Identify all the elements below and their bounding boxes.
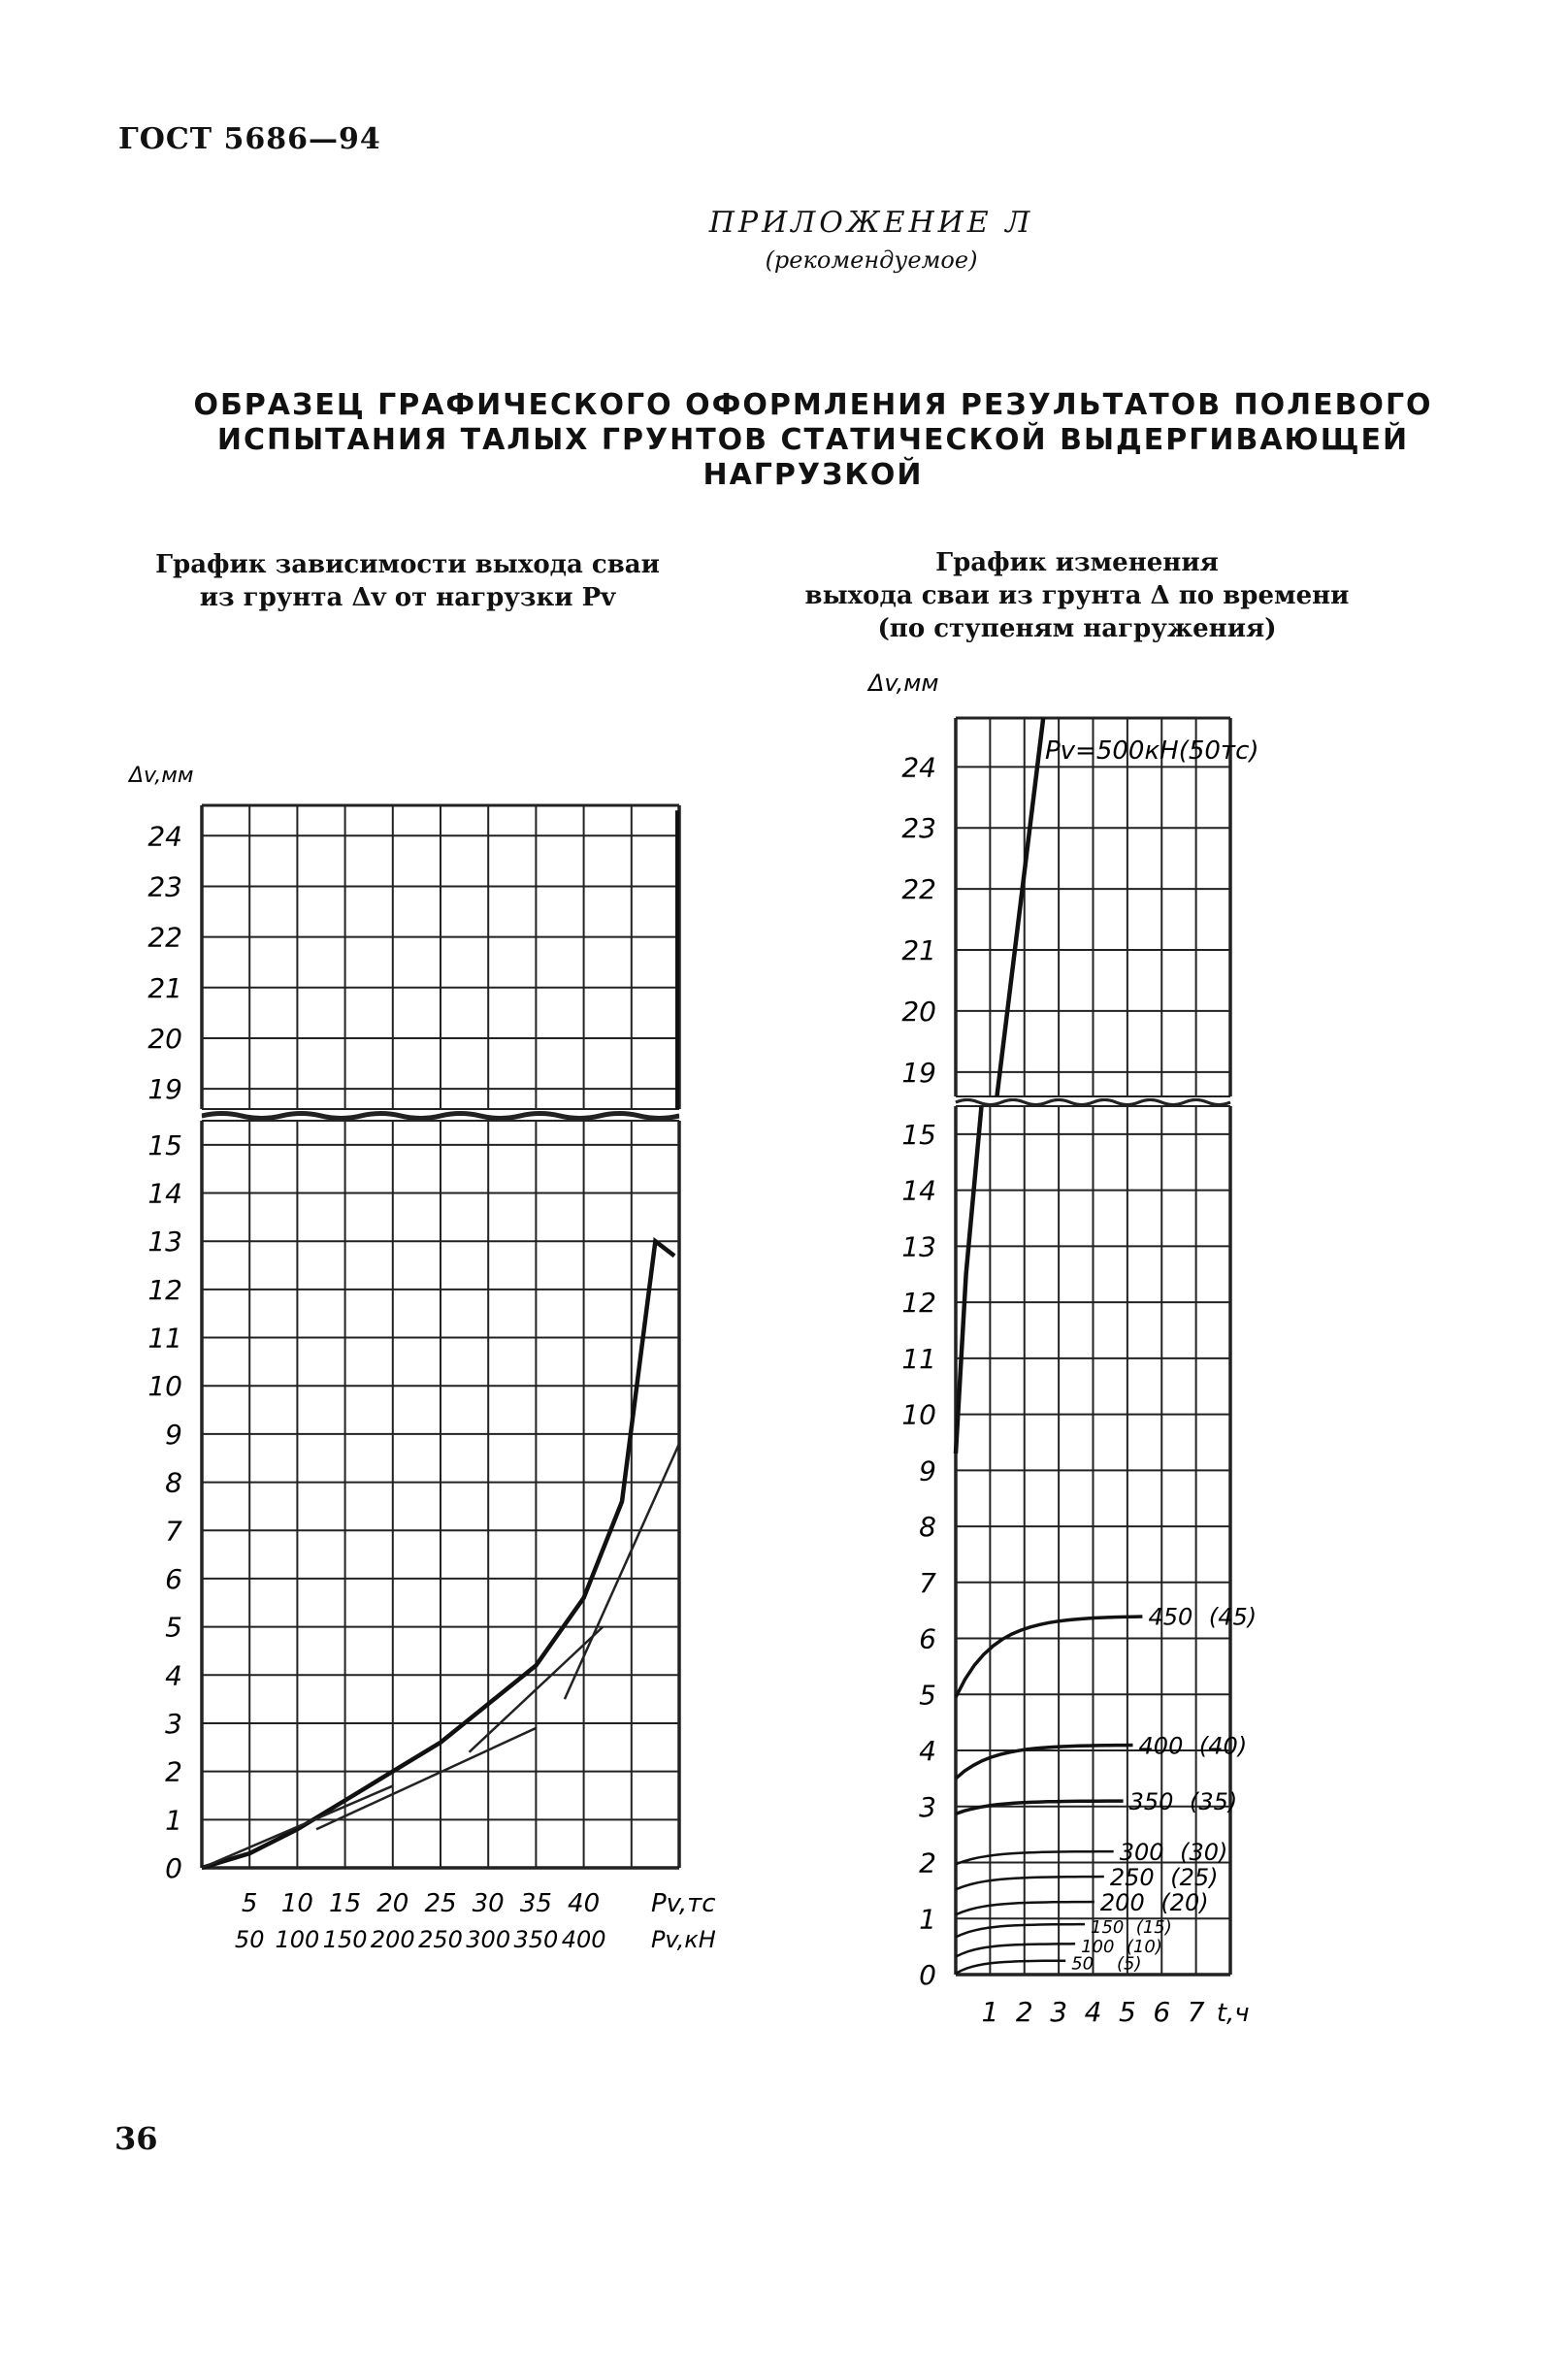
- chart2-x-tick-label: 5: [1118, 1996, 1136, 2028]
- right-chart-caption-line-2: выхода сваи из грунта Δ по времени: [804, 581, 1350, 610]
- chart1-x-axis-label: Pv,тс: [650, 1889, 716, 1918]
- left-chart-caption-line-1: График зависимости выхода сваи: [155, 550, 660, 579]
- chart2-y-tick-label: 19: [901, 1056, 936, 1089]
- chart2-series-label-secondary: (25): [1170, 1863, 1219, 1891]
- chart1-x-axis-label-secondary: Pv,кН: [650, 1926, 716, 1953]
- chart2-series-line: [956, 1877, 1104, 1889]
- chart2-y-tick-label: 14: [901, 1174, 936, 1207]
- chart1-y-tick-label: 2: [165, 1755, 182, 1788]
- chart1-y-tick-label: 13: [147, 1226, 182, 1258]
- chart1-y-tick-label: 5: [165, 1611, 182, 1644]
- chart1-y-axis-label: Δv,мм: [129, 764, 194, 788]
- chart1-y-tick-label: 11: [147, 1322, 182, 1355]
- chart2-y-tick-label: 23: [901, 812, 936, 845]
- chart2-series-label: 350: [1128, 1788, 1174, 1815]
- chart1-x-tick-label-secondary: 150: [322, 1926, 368, 1953]
- chart1-y-tick-label: 24: [147, 820, 182, 853]
- chart1-y-tick-label: 4: [165, 1659, 182, 1692]
- chart1-x-tick-label: 5: [241, 1889, 258, 1918]
- chart2-y-tick-label: 6: [919, 1622, 936, 1655]
- chart2-y-tick-label: 24: [901, 751, 936, 784]
- page-number: 36: [114, 2120, 158, 2157]
- chart1-y-tick-label: 7: [165, 1515, 182, 1548]
- chart2-series-line: [956, 1106, 982, 1454]
- chart2-series-line: [956, 1924, 1085, 1937]
- chart2-series-label: 200: [1099, 1888, 1145, 1916]
- chart1-y-tick-label: 14: [147, 1177, 182, 1210]
- chart1-y-tick-label: 20: [147, 1022, 182, 1055]
- chart1-y-tick-label: 10: [147, 1370, 182, 1403]
- chart2-x-tick-label: 2: [1015, 1996, 1033, 2028]
- chart2-y-tick-label: 22: [901, 873, 936, 906]
- chart2-series-label-secondary: (30): [1180, 1838, 1228, 1866]
- chart2-y-tick-label: 5: [919, 1679, 936, 1712]
- chart2-y-tick-label: 15: [901, 1118, 936, 1151]
- chart1-y-tick-label: 1: [165, 1804, 182, 1837]
- chart2-series-label: 50: [1071, 1953, 1094, 1975]
- chart2-y-tick-label: 21: [901, 934, 936, 967]
- chart1-y-tick-label: 9: [165, 1418, 182, 1451]
- chart2-series-line-upper: [996, 718, 1043, 1096]
- chart2-x-axis-label: t,ч: [1216, 1999, 1250, 2028]
- appendix-status: (рекомендуемое): [765, 246, 978, 274]
- chart1-y-tick-label: 12: [147, 1273, 182, 1306]
- chart1-y-tick-label: 23: [147, 870, 182, 903]
- chart2-series-line: [956, 1961, 1065, 1974]
- chart2-series-label-secondary: (35): [1190, 1788, 1238, 1815]
- right-chart-caption-line-1: График изменения: [935, 548, 1219, 577]
- chart1-x-tick-label-secondary: 350: [513, 1926, 559, 1953]
- chart1-x-tick-label-secondary: 300: [466, 1926, 511, 1953]
- chart2-series-label-secondary: (40): [1198, 1732, 1248, 1760]
- chart2-x-tick-label: 7: [1187, 1996, 1205, 2028]
- chart1-construction-line: [316, 1728, 536, 1829]
- chart2-y-tick-label: 8: [919, 1511, 936, 1544]
- main-title-line-2: ИСПЫТАНИЯ ТАЛЫХ ГРУНТОВ СТАТИЧЕСКОЙ ВЫДЕРГИВАЮЩЕЙ: [216, 423, 1410, 457]
- main-title-line-1: ОБРАЗЕЦ ГРАФИЧЕСКОГО ОФОРМЛЕНИЯ РЕЗУЛЬТАТОВ ПОЛЕВОГО: [193, 388, 1433, 422]
- chart2-x-tick-label: 6: [1153, 1996, 1171, 2028]
- chart2-y-tick-label: 20: [901, 995, 936, 1028]
- chart1-y-tick-label: 6: [165, 1562, 182, 1595]
- chart2-x-tick-label: 1: [981, 1996, 999, 2028]
- chart2-y-tick-label: 4: [919, 1735, 936, 1768]
- chart1-x-tick-label: 10: [280, 1889, 313, 1918]
- chart2-series-label: 250: [1109, 1863, 1155, 1891]
- chart1-y-tick-label: 3: [165, 1707, 182, 1740]
- chart1-x-tick-label-secondary: 100: [275, 1926, 320, 1953]
- chart1-x-tick-label: 15: [329, 1889, 362, 1918]
- chart1-y-tick-label: 8: [165, 1466, 182, 1499]
- chart2-series-label-secondary: (45): [1208, 1603, 1258, 1631]
- chart2-series-label-secondary: (15): [1135, 1917, 1172, 1939]
- chart1-y-tick-label: 22: [147, 921, 182, 954]
- left-chart-caption-line-2: из грунта Δv от нагрузки Pv: [199, 583, 616, 612]
- chart2-series-line: [956, 1944, 1075, 1956]
- chart2-y-tick-label: 11: [901, 1342, 936, 1375]
- chart1-x-tick-label-secondary: 50: [234, 1926, 265, 1953]
- chart2-series-label: 150: [1091, 1917, 1125, 1939]
- chart2-y-tick-label: 0: [919, 1959, 936, 1991]
- chart1-x-tick-label-secondary: 250: [418, 1926, 463, 1953]
- chart2-y-tick-label: 1: [919, 1903, 936, 1936]
- chart1-x-tick-label-secondary: 200: [370, 1926, 415, 1953]
- chart2-y-tick-label: 13: [901, 1230, 936, 1263]
- chart2-series-label: 100: [1081, 1937, 1115, 1958]
- chart2-x-tick-label: 4: [1084, 1996, 1102, 2028]
- chart1-x-tick-label: 20: [376, 1889, 409, 1918]
- chart2-series-label: 450: [1148, 1603, 1193, 1631]
- chart1-y-tick-label: 19: [147, 1073, 182, 1106]
- chart2-y-tick-label: 12: [901, 1287, 936, 1320]
- chart1-x-tick-label: 30: [472, 1889, 505, 1918]
- right-chart-caption-line-3: (по ступеням нагружения): [877, 614, 1277, 643]
- chart1-y-tick-label: 21: [147, 971, 182, 1004]
- chart2-axis-break: [956, 1100, 1230, 1105]
- chart2-series-line: [956, 1617, 1142, 1697]
- chart1-y-tick-label: 15: [147, 1128, 182, 1161]
- chart2-y-axis-label: Δv,мм: [868, 670, 939, 697]
- chart2-series-label-secondary: (10): [1126, 1937, 1162, 1958]
- chart2-series-label: Pv=500кН(50тс): [1044, 736, 1259, 766]
- chart2-x-tick-label: 3: [1050, 1996, 1068, 2028]
- chart1-x-tick-label-secondary: 400: [561, 1926, 606, 1953]
- main-title-line-3: НАГРУЗКОЙ: [702, 458, 924, 492]
- appendix-title: ПРИЛОЖЕНИЕ Л: [708, 206, 1034, 240]
- chart2-series-label: 300: [1119, 1838, 1164, 1866]
- chart2-y-tick-label: 7: [919, 1566, 936, 1599]
- chart2-series-label: 400: [1138, 1732, 1184, 1760]
- chart2-series-label-secondary: (5): [1117, 1953, 1142, 1975]
- chart1-x-tick-label: 35: [519, 1889, 552, 1918]
- chart2-y-tick-label: 2: [919, 1846, 936, 1879]
- chart2-series-label-secondary: (20): [1160, 1888, 1209, 1916]
- chart2-y-tick-label: 3: [919, 1790, 936, 1823]
- chart2-y-tick-label: 10: [901, 1398, 936, 1431]
- chart1-x-tick-label: 40: [568, 1889, 601, 1918]
- chart1-y-tick-label: 0: [165, 1852, 182, 1884]
- chart2-y-tick-label: 9: [919, 1454, 936, 1487]
- document-code: ГОСТ 5686—94: [118, 122, 381, 156]
- chart1-x-tick-label: 25: [424, 1889, 457, 1918]
